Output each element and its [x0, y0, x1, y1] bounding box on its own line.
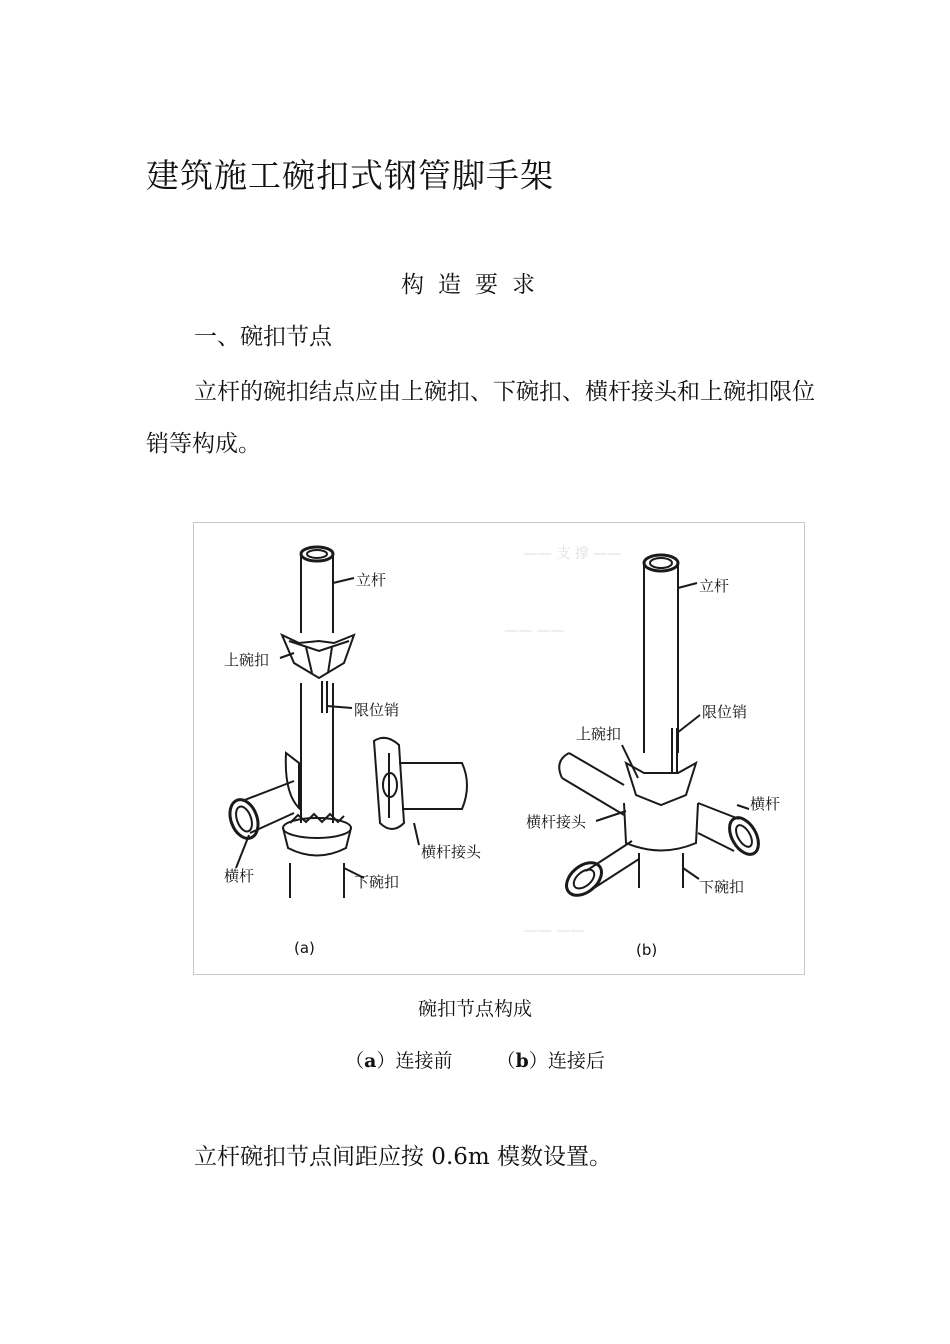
sub-heading: 一、碗扣节点	[194, 324, 332, 350]
label-b-horizontal-bar: 横杆	[750, 795, 781, 813]
section-heading: 构造要求	[401, 272, 549, 298]
label-b-lower-cup: 下碗扣	[699, 878, 745, 896]
label-b-vertical-pole: 立杆	[699, 577, 730, 595]
panel-b-tag: (b)	[636, 941, 658, 959]
panel-a-tag: (a)	[294, 939, 315, 957]
figure-caption-title: 碗扣节点构成	[417, 998, 532, 1020]
bleed-through-text: —— ——	[524, 923, 585, 939]
label-b-limit-pin: 限位销	[702, 703, 748, 721]
spacing-paragraph: 立杆碗扣节点间距应按 0.6m 模数设置。	[194, 1144, 613, 1170]
bleed-through-text: —— 支 撑 ——	[524, 546, 622, 562]
document-title: 建筑施工碗扣式钢管脚手架	[146, 156, 554, 195]
figure-caption-parts	[0, 1046, 950, 1073]
cup-joint-figure	[193, 522, 805, 975]
label-b-upper-cup: 上碗扣	[576, 725, 622, 743]
label-a-horizontal-bar: 横杆	[224, 867, 255, 885]
label-a-upper-cup: 上碗扣	[224, 651, 270, 669]
label-a-horizontal-joint: 横杆接头	[421, 843, 482, 861]
label-a-vertical-pole: 立杆	[356, 571, 387, 589]
caption-part-a: （a）连接前	[345, 1050, 453, 1072]
label-a-lower-cup: 下碗扣	[354, 873, 400, 891]
intro-paragraph: 立杆的碗扣结点应由上碗扣、下碗扣、横杆接头和上碗扣限位销等构成。	[146, 379, 815, 457]
caption-part-b: （b）连接后	[496, 1050, 605, 1072]
label-b-horizontal-joint: 横杆接头	[526, 813, 587, 831]
bleed-through-text: —— ——	[504, 623, 565, 639]
label-a-limit-pin: 限位销	[354, 701, 400, 719]
